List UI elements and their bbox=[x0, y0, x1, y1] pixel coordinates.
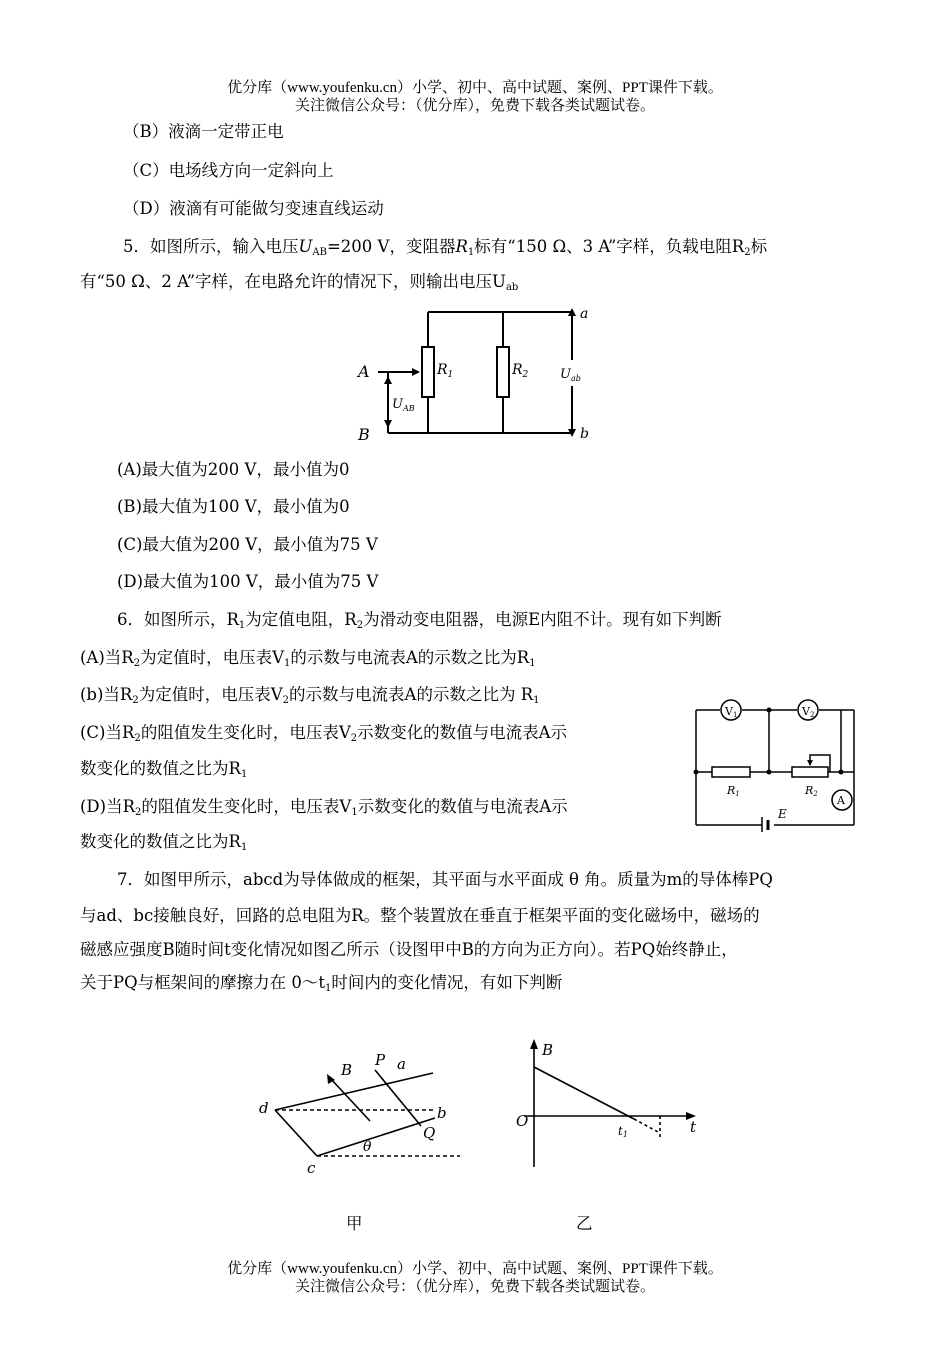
q7-caption-yi: 乙 bbox=[576, 1214, 593, 1233]
q5-stem-line2: 有“50 Ω、2 A”字样，在电路允许的情况下，则输出电压$U_{ab}$ bbox=[80, 272, 519, 293]
q4-option-b: （B）液滴一定带正电 bbox=[123, 122, 284, 141]
q7-jia-label-Q: Q bbox=[423, 1124, 436, 1142]
q7-jia-label-c: c bbox=[307, 1159, 316, 1175]
q6-fig-r2: R2 bbox=[805, 784, 818, 798]
q7-figure-jia bbox=[255, 1040, 470, 1175]
q6-fig-r1: R1 bbox=[727, 784, 740, 798]
q5-option-b: (B)最大值为100 V，最小值为0 bbox=[117, 497, 350, 516]
q5-fig-r1: $R_1$ bbox=[437, 362, 454, 380]
q7-stem-line1: 7．如图甲所示，abcd为导体做成的框架，其平面与水平面成 θ 角。质量为m的导体棒PQ bbox=[117, 870, 773, 889]
q6-fig-voltmeter-v1: V1 bbox=[725, 705, 738, 719]
q7-jia-label-theta: θ bbox=[363, 1139, 372, 1155]
q6-fig-source: E bbox=[778, 807, 787, 821]
q6-option-c-line1: (C)当$R_2$的阻值发生变化时，电压表$V_2$示数变化的数值与电流表A示 bbox=[80, 723, 568, 744]
q7-caption-jia: 甲 bbox=[346, 1214, 363, 1233]
page-footer-line1: 优分库（www.youfenku.cn）小学、初中、高中试题、案例、PPT课件下载。 bbox=[227, 1261, 723, 1277]
q7-yi-axis-t: t bbox=[690, 1118, 697, 1136]
q5-circuit-diagram bbox=[350, 300, 610, 445]
q5-fig-uab: $U_{AB}$ bbox=[392, 397, 415, 413]
q7-figure-yi bbox=[510, 1035, 710, 1175]
q7-yi-origin: O bbox=[516, 1112, 529, 1130]
q5-fig-r2: $R_2$ bbox=[512, 362, 529, 380]
q5-option-d: (D)最大值为100 V，最小值为75 V bbox=[117, 572, 379, 591]
q6-circuit-diagram bbox=[690, 690, 865, 832]
q5-fig-label-b: b bbox=[580, 426, 589, 442]
q5-fig-uout: $U_{ab}$ bbox=[560, 367, 581, 383]
q7-yi-axis-B: B bbox=[542, 1041, 554, 1059]
q7-jia-label-a: a bbox=[397, 1055, 406, 1073]
q6-fig-ammeter: A bbox=[837, 794, 845, 807]
q5-fig-label-A: A bbox=[358, 362, 370, 381]
q6-stem: 6．如图所示，$R_1$为定值电阻，$R_2$为滑动变电阻器，电源E内阻不计。现有如下判断 bbox=[117, 610, 722, 631]
q5-stem-line1: 5．如图所示，输入电压$U_{AB}=200$ V，变阻器$R_1$标有“150 Ω、3 A”字样，负载电阻$R_2$标 bbox=[123, 237, 768, 258]
q7-jia-label-B: B bbox=[341, 1061, 353, 1079]
q7-jia-label-b: b bbox=[437, 1104, 447, 1122]
q6-option-d-line2: 数变化的数值之比为$R_1$ bbox=[80, 832, 248, 853]
q6-option-d-line1: (D)当$R_2$的阻值发生变化时，电压表$V_1$示数变化的数值与电流表A示 bbox=[80, 797, 568, 818]
q7-stem-line3: 磁感应强度B随时间t变化情况如图乙所示（设图甲中B的方向为正方向）。若PQ始终静止， bbox=[80, 940, 738, 959]
q6-option-c-line2: 数变化的数值之比为$R_1$ bbox=[80, 759, 248, 780]
page-header-line2: 关注微信公众号：（优分库），免费下载各类试题试卷。 bbox=[294, 98, 655, 114]
q5-option-c: (C)最大值为200 V，最小值为75 V bbox=[117, 535, 378, 554]
q5-fig-label-B: B bbox=[358, 425, 370, 444]
q7-stem-line2: 与ad、bc接触良好，回路的总电阻为R。整个装置放在垂直于框架平面的变化磁场中，磁场的 bbox=[80, 906, 760, 925]
q5-option-a: (A)最大值为200 V，最小值为0 bbox=[117, 460, 350, 479]
q7-jia-label-d: d bbox=[259, 1099, 269, 1117]
page-footer-line2: 关注微信公众号：（优分库），免费下载各类试题试卷。 bbox=[294, 1279, 655, 1295]
q6-fig-voltmeter-v2: V2 bbox=[802, 705, 815, 719]
q4-option-c: （C）电场线方向一定斜向上 bbox=[123, 161, 334, 180]
q7-jia-label-P: P bbox=[375, 1051, 386, 1069]
q7-yi-t1: t1 bbox=[618, 1124, 628, 1139]
q6-option-a: (A)当$R_2$为定值时，电压表$V_1$的示数与电流表A的示数之比为$R_1$ bbox=[80, 648, 536, 669]
q4-option-d: （D）液滴有可能做匀变速直线运动 bbox=[123, 199, 384, 218]
page-header-line1: 优分库（www.youfenku.cn）小学、初中、高中试题、案例、PPT课件下载。 bbox=[227, 80, 723, 96]
q6-option-b: (b)当$R_2$为定值时，电压表$V_2$的示数与电流表A的示数之比为 $R_1$ bbox=[80, 685, 540, 706]
q5-fig-label-a: a bbox=[580, 306, 589, 322]
q7-stem-line4: 关于PQ与框架间的摩擦力在 $0\sim t_1$时间内的变化情况，有如下判断 bbox=[80, 973, 563, 994]
